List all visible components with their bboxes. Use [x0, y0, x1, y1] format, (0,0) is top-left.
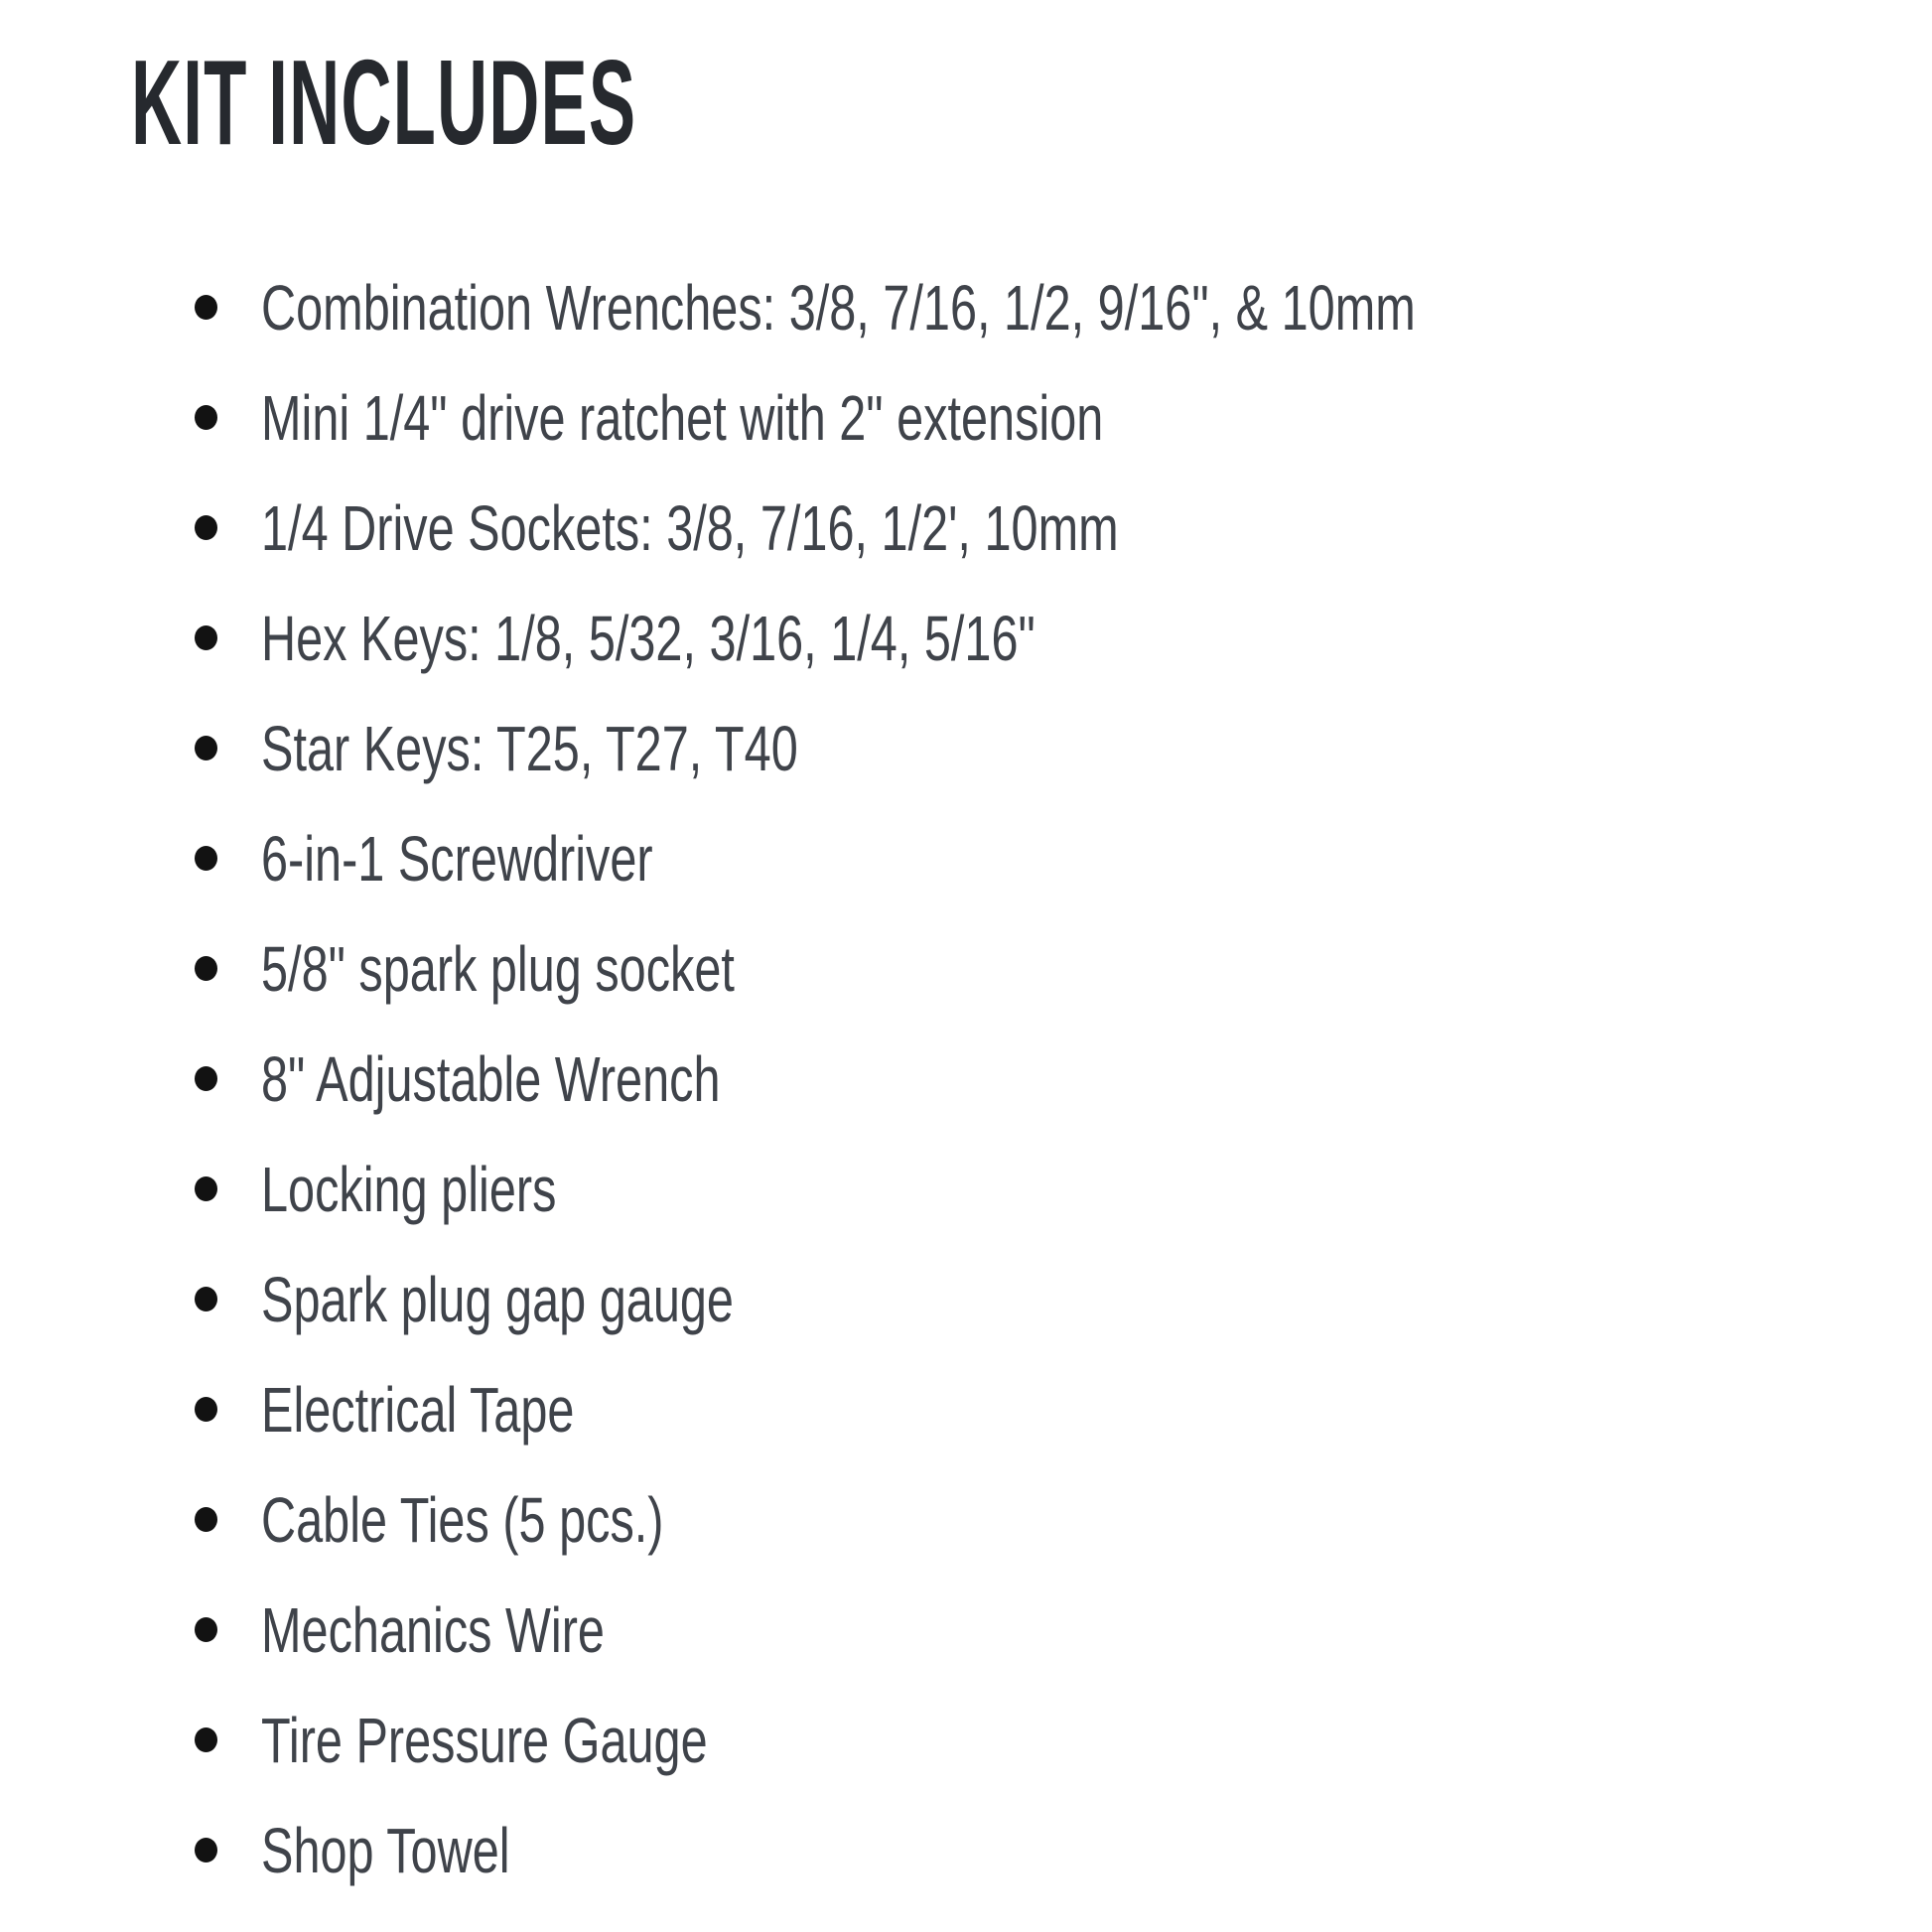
list-item	[195, 1795, 1780, 1905]
page-title-text: KIT INCLUDES	[131, 35, 637, 170]
list-item	[195, 803, 1780, 913]
list-item-text: 1/4 Drive Sockets: 3/8, 7/16, 1/2', 10mm	[261, 491, 1119, 564]
list-item-text: Mechanics Wire	[261, 1593, 605, 1666]
list-item-text: Combination Wrenches: 3/8, 7/16, 1/2, 9/16", & 10mm	[261, 271, 1416, 344]
bullet-icon	[195, 1727, 217, 1752]
list-item-text: Electrical Tape	[261, 1373, 575, 1446]
bullet-icon	[195, 295, 217, 320]
bullet-icon	[195, 956, 217, 981]
list-item	[195, 1685, 1780, 1795]
list-item-text: 5/8" spark plug socket	[261, 932, 735, 1005]
page-title	[131, 36, 1003, 169]
bullet-icon	[195, 1287, 217, 1311]
kit-includes-list	[195, 252, 1780, 1905]
list-item	[195, 693, 1780, 803]
bullet-icon	[195, 1176, 217, 1201]
list-item-text: Star Keys: T25, T27, T40	[261, 712, 798, 784]
list-item-text: Shop Towel	[261, 1814, 510, 1886]
list-item-text: Hex Keys: 1/8, 5/32, 3/16, 1/4, 5/16"	[261, 602, 1035, 674]
bullet-icon	[195, 405, 217, 430]
list-item-text: 8" Adjustable Wrench	[261, 1042, 721, 1115]
list-item	[195, 583, 1780, 693]
list-item	[195, 1354, 1780, 1464]
list-item-text: Cable Ties (5 pcs.)	[261, 1483, 664, 1556]
bullet-icon	[195, 846, 217, 871]
list-item	[195, 913, 1780, 1024]
list-item-text: Locking pliers	[261, 1153, 557, 1225]
bullet-icon	[195, 1507, 217, 1532]
list-item-text: Tire Pressure Gauge	[261, 1704, 708, 1776]
bullet-icon	[195, 736, 217, 760]
bullet-icon	[195, 625, 217, 650]
list-item	[195, 1244, 1780, 1354]
list-item	[195, 473, 1780, 583]
bullet-icon	[195, 1066, 217, 1091]
list-item	[195, 1134, 1780, 1244]
list-item	[195, 362, 1780, 473]
list-item	[195, 1464, 1780, 1575]
bullet-icon	[195, 1617, 217, 1642]
bullet-icon	[195, 1838, 217, 1863]
bullet-icon	[195, 1397, 217, 1422]
list-item	[195, 1024, 1780, 1134]
list-item	[195, 252, 1780, 362]
bullet-icon	[195, 515, 217, 540]
list-item-text: Mini 1/4" drive ratchet with 2" extension	[261, 381, 1104, 454]
list-item	[195, 1575, 1780, 1685]
list-item-text: 6-in-1 Screwdriver	[261, 822, 653, 895]
list-item-text: Spark plug gap gauge	[261, 1263, 734, 1335]
